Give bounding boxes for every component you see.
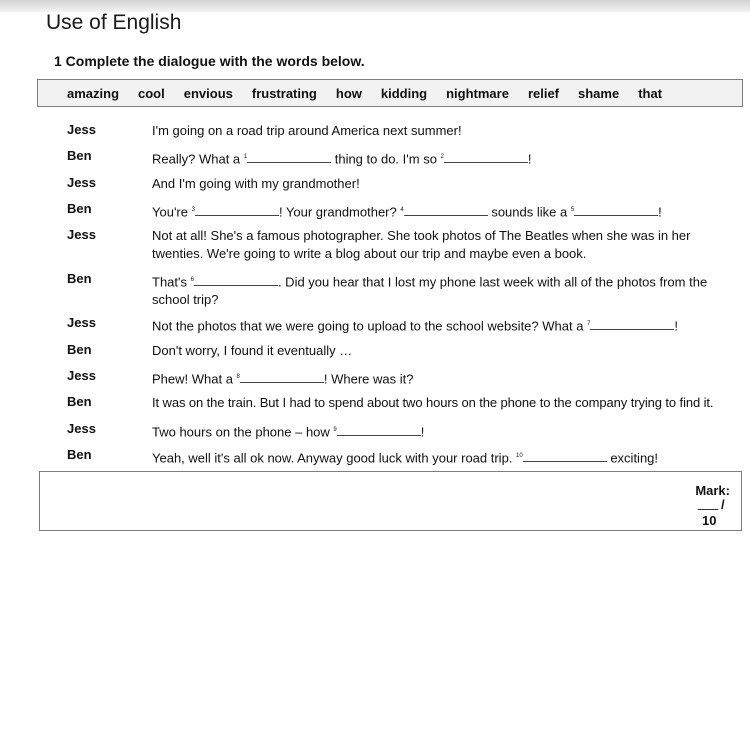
word-bank-item: how — [335, 85, 362, 101]
dialogue-text-segment: And I'm going with my grandmother! — [152, 176, 360, 191]
dialogue-text — [152, 421, 740, 441]
dialogue-text-segment: Not at all! She's a famous photographer. She took photos of The Beatles when she was in her twenties. We're going to write a blog about our trip and maybe even a book. — [152, 228, 691, 261]
speaker-name: Jess — [67, 315, 96, 330]
word-bank-item: nightmare — [446, 85, 509, 101]
word-bank-item: kidding — [380, 85, 428, 101]
mark-slash: / — [721, 497, 725, 512]
dialogue-text-segment: Yeah, well it's all ok now. Anyway good luck with your road trip. — [152, 450, 517, 466]
dialogue-text-segment: Phew! What a — [152, 371, 237, 387]
word-bank-item: cool — [138, 85, 165, 101]
dialogue-text-segment: You're — [152, 204, 192, 220]
gap-number: 4 — [400, 207, 404, 213]
dialogue-text — [152, 122, 740, 140]
dialogue-text — [152, 368, 740, 388]
dialogue-text-segment: Really? What a — [152, 151, 244, 167]
speaker-name: Ben — [67, 447, 92, 462]
gap-number: 9 — [333, 427, 337, 433]
section-title: Use of English — [46, 11, 182, 34]
speaker-name: Jess — [67, 227, 96, 242]
answer-gap[interactable] — [240, 369, 324, 383]
mark-box — [39, 471, 742, 531]
dialogue-text-segment: ! — [527, 151, 532, 167]
mark-score-field[interactable] — [698, 499, 718, 510]
speaker-name: Ben — [67, 148, 92, 163]
exercise-instruction: 1 Complete the dialogue with the words below. — [54, 53, 365, 69]
dialogue-text — [152, 315, 740, 335]
word-bank-item: frustrating — [251, 85, 317, 101]
answer-gap[interactable] — [404, 202, 488, 216]
answer-gap[interactable] — [247, 149, 331, 163]
dialogue-text — [152, 271, 740, 309]
dialogue-text-segment: ! Your grandmother? — [278, 204, 401, 220]
gap-number: 7 — [587, 321, 591, 327]
gap-number: 8 — [236, 374, 240, 380]
gap-number: 6 — [190, 277, 194, 283]
answer-gap[interactable] — [194, 272, 278, 286]
dialogue-text — [152, 342, 740, 360]
word-bank-item: relief — [527, 85, 560, 101]
speaker-name: Jess — [67, 122, 96, 137]
dialogue-text — [152, 227, 740, 263]
gap-number: 3 — [191, 207, 195, 213]
gap-number: 10 — [516, 453, 523, 459]
dialogue-text-segment: ! — [674, 318, 679, 334]
dialogue-text-segment: ! Where was it? — [323, 371, 414, 387]
speaker-name: Jess — [67, 368, 96, 383]
dialogue-text — [152, 201, 740, 221]
speaker-name: Ben — [67, 271, 92, 286]
dialogue-text — [152, 148, 740, 168]
dialogue-text-segment: Two hours on the phone – how — [152, 424, 334, 440]
dialogue-text-segment: . Did you hear that I lost my phone last week with all of the photos from the school trip? — [152, 274, 708, 308]
dialogue-text-segment: I'm going on a road trip around America next summer! — [152, 123, 462, 138]
answer-gap[interactable] — [444, 149, 528, 163]
gap-number: 2 — [440, 154, 444, 160]
dialogue-text — [152, 175, 740, 193]
mark-label: Mark: — [695, 483, 730, 498]
answer-gap[interactable] — [195, 202, 279, 216]
speaker-name: Ben — [67, 201, 92, 216]
dialogue-text-segment: It was on the train. But I had to spend about two hours on the phone to the company trying to find it. — [152, 395, 714, 410]
gap-number: 5 — [570, 207, 575, 213]
mark-total: 10 — [702, 513, 717, 528]
answer-gap[interactable] — [590, 316, 674, 330]
word-bank-item: that — [638, 85, 663, 101]
word-bank-item: amazing — [67, 85, 120, 101]
word-bank-item: envious — [183, 85, 233, 101]
dialogue-text-segment: thing to do. I'm so — [331, 151, 441, 167]
dialogue-text-segment: exciting! — [606, 450, 659, 466]
gap-number: 1 — [243, 154, 248, 160]
dialogue-text-segment: ! — [420, 424, 425, 440]
speaker-name: Ben — [67, 342, 92, 357]
dialogue-text — [152, 447, 740, 467]
word-bank — [37, 79, 743, 107]
dialogue-text-segment: That's — [152, 274, 191, 290]
dialogue-text-segment: Not the photos that we were going to upload to the school website? What a — [152, 318, 588, 334]
speaker-name: Ben — [67, 394, 92, 409]
answer-gap[interactable] — [574, 202, 658, 216]
word-bank-item: shame — [578, 85, 620, 101]
dialogue-text — [152, 394, 748, 412]
dialogue-text-segment: ! — [658, 204, 662, 220]
dialogue-text-segment: Don't worry, I found it eventually … — [152, 343, 353, 358]
answer-gap[interactable] — [337, 422, 421, 436]
answer-gap[interactable] — [523, 448, 607, 462]
speaker-name: Jess — [67, 175, 96, 190]
dialogue-text-segment: sounds like a — [487, 204, 571, 220]
speaker-name: Jess — [67, 421, 96, 436]
